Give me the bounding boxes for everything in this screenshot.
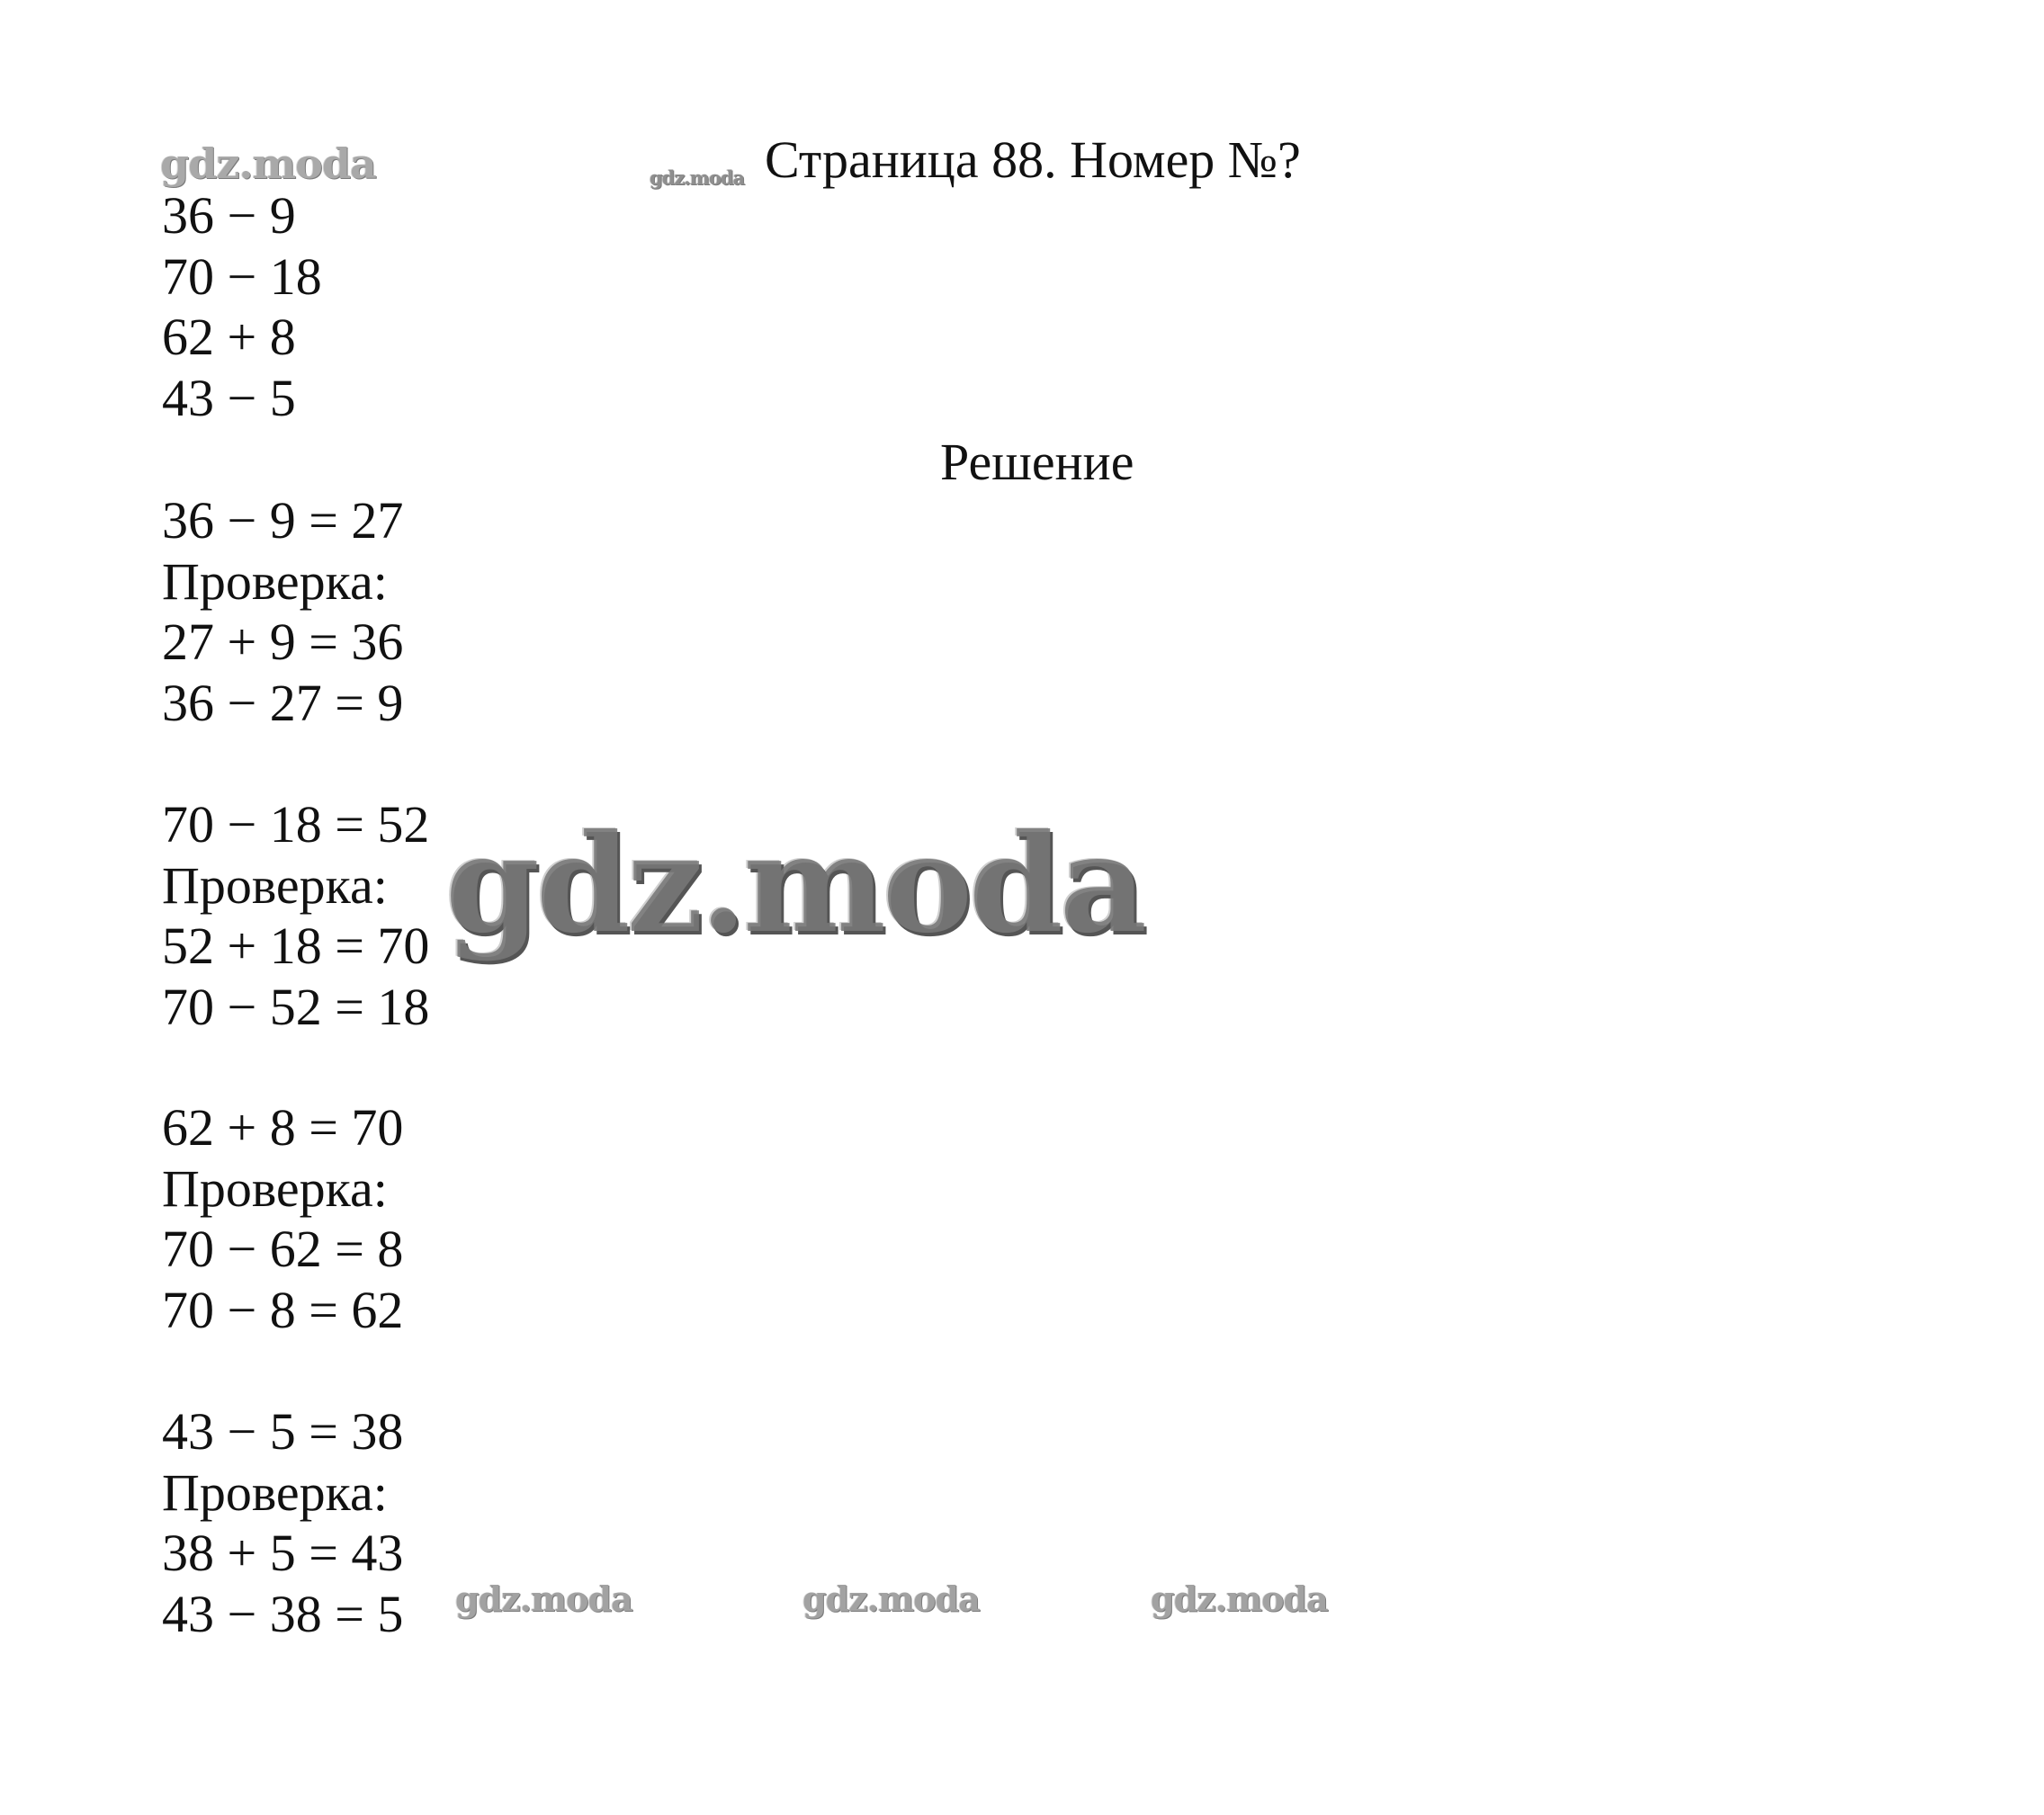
page-title: Страница 88. Номер №? (765, 130, 1301, 189)
check-equation: 36 − 27 = 9 (162, 673, 404, 732)
watermark-logo-large: gdz.moda (445, 805, 1144, 963)
watermark-logo-bottom: gdz.moda (1151, 1578, 1328, 1619)
check-equation: 27 + 9 = 36 (162, 612, 404, 671)
solution-block-3 (162, 1097, 403, 1340)
solution-equation: 36 − 9 = 27 (162, 491, 404, 550)
solution-equation: 43 − 5 = 38 (162, 1402, 404, 1461)
watermark-logo-bottom: gdz.moda (802, 1578, 980, 1619)
task-item: 70 − 18 (162, 246, 322, 306)
check-label: Проверка: (162, 855, 388, 915)
solution-equation: 62 + 8 = 70 (162, 1098, 404, 1157)
task-list (162, 185, 972, 428)
check-equation: 43 − 38 = 5 (162, 1584, 404, 1643)
solution-equation: 70 − 18 = 52 (162, 795, 430, 854)
check-label: Проверка: (162, 551, 388, 611)
check-equation: 70 − 62 = 8 (162, 1220, 404, 1278)
check-equation: 70 − 8 = 62 (162, 1280, 404, 1339)
task-item: 43 − 5 (162, 368, 296, 427)
solution-block-4 (162, 1401, 403, 1644)
check-label: Проверка: (162, 1462, 388, 1522)
watermark-logo-small: gdz.moda (650, 166, 745, 189)
watermark-logo-bottom: gdz.moda (455, 1578, 632, 1619)
check-equation: 52 + 18 = 70 (162, 916, 430, 975)
solution-block-2 (162, 794, 429, 1037)
watermark-logo-top: gdz.moda (160, 139, 376, 188)
task-item: 36 − 9 (162, 186, 296, 245)
check-equation: 70 − 52 = 18 (162, 977, 430, 1036)
task-item: 62 + 8 (162, 308, 296, 366)
check-equation: 38 + 5 = 43 (162, 1524, 404, 1582)
solution-block-1 (162, 490, 403, 733)
check-label: Проверка: (162, 1158, 388, 1218)
solution-heading: Решение (940, 433, 1134, 491)
